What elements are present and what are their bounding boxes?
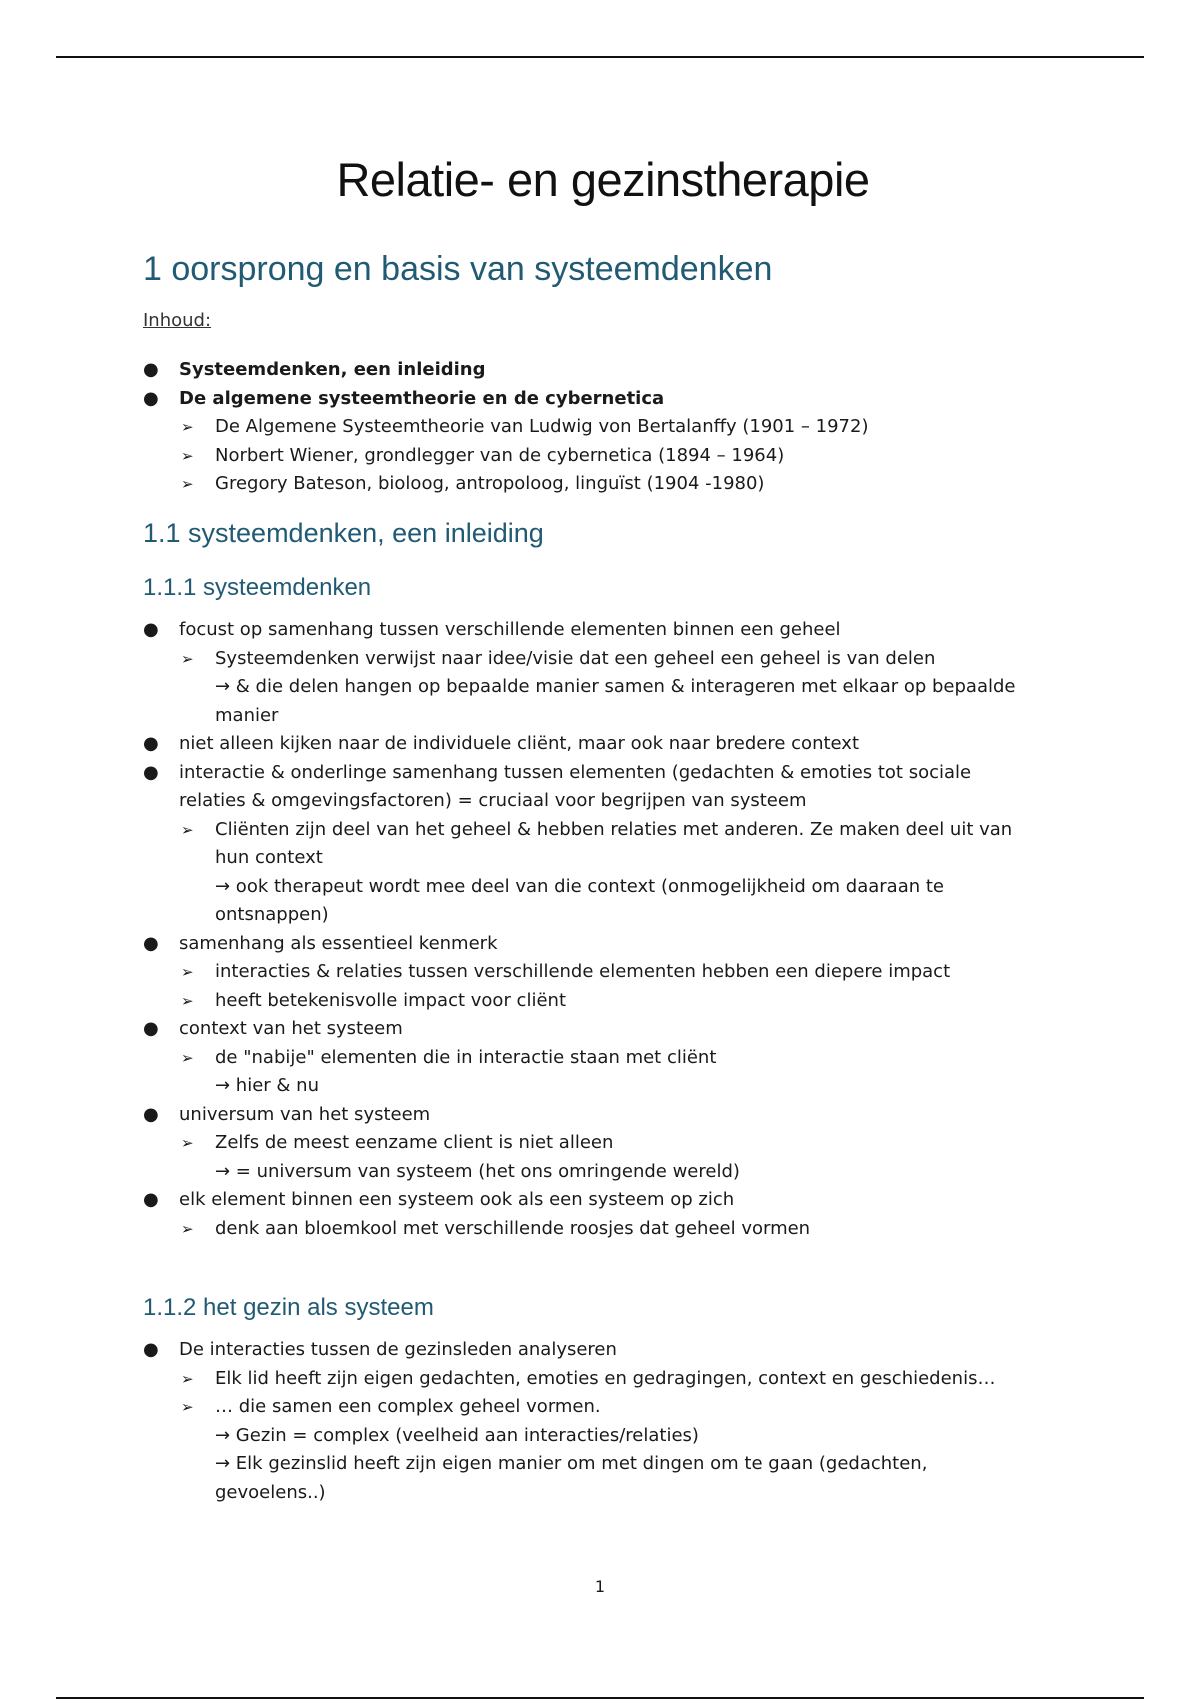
list-item: → Elk gezinslid heeft zijn eigen manier om met dingen om te gaan (gedachten, bbox=[215, 1453, 928, 1474]
list-item: ➢ Systeemdenken verwijst naar idee/visie dat een geheel een geheel is van delen bbox=[143, 645, 1063, 674]
list-item: ➢ Elk lid heeft zijn eigen gedachten, emoties en gedragingen, context en geschiedenis… bbox=[143, 1365, 1063, 1394]
bullet-icon: ● bbox=[143, 1339, 159, 1360]
list-item: → ook therapeut wordt mee deel van die context (onmogelijkheid om daaraan te bbox=[215, 875, 944, 897]
list-item: ● niet alleen kijken naar de individuele cliënt, maar ook naar bredere context bbox=[143, 730, 1063, 759]
list-item: → = universum van systeem (het ons omringende wereld) bbox=[215, 1160, 740, 1182]
chapter-heading: 1 oorsprong en basis van systeemdenken bbox=[143, 250, 773, 288]
arrow-bullet-icon: ➢ bbox=[181, 1219, 194, 1238]
bullet-icon: ● bbox=[143, 1018, 159, 1039]
toc-list bbox=[143, 356, 1063, 499]
section-heading-1-1-2: 1.1.2 het gezin als systeem bbox=[143, 1294, 434, 1321]
list-item: ● focust op samenhang tussen verschillende elementen binnen een geheel bbox=[143, 616, 1063, 645]
arrow-bullet-icon: ➢ bbox=[181, 475, 194, 493]
bullet-icon: ● bbox=[143, 761, 159, 783]
list-item: ● De algemene systeemtheorie en de cybernetica bbox=[143, 385, 1063, 414]
arrow-bullet-icon: ➢ bbox=[181, 1048, 194, 1067]
bullet-icon: ● bbox=[143, 733, 159, 754]
list-item: ● Systeemdenken, een inleiding bbox=[143, 356, 1063, 385]
arrow-bullet-icon: ➢ bbox=[181, 991, 194, 1010]
list-item: → Gezin = complex (veelheid aan interacties/relaties) bbox=[215, 1424, 699, 1446]
list-item: ➢ Zelfs de meest eenzame client is niet alleen bbox=[143, 1129, 1063, 1158]
list-item: ● interactie & onderlinge samenhang tussen elementen (gedachten & emoties tot sociale bbox=[143, 759, 1063, 788]
document-title: Relatie- en gezinstherapie bbox=[336, 153, 870, 206]
list-item: ● context van het systeem bbox=[143, 1015, 1063, 1044]
list-item: ➢ heeft betekenisvolle impact voor cliënt bbox=[143, 987, 1063, 1016]
list-item: manier bbox=[215, 704, 279, 726]
list-item: ➢ De Algemene Systeemtheorie van Ludwig von Bertalanffy (1901 – 1972) bbox=[143, 413, 1063, 442]
list-item: ● De interacties tussen de gezinsleden analyseren bbox=[143, 1336, 1063, 1365]
list-item: → hier & nu bbox=[215, 1075, 319, 1096]
list-item: ➢ … die samen een complex geheel vormen. bbox=[143, 1393, 1063, 1422]
arrow-bullet-icon: ➢ bbox=[181, 1398, 194, 1416]
arrow-bullet-icon: ➢ bbox=[181, 1369, 194, 1388]
inhoud-label: Inhoud: bbox=[143, 310, 212, 331]
header-rule bbox=[56, 56, 1144, 58]
bullet-icon: ● bbox=[143, 932, 159, 954]
list-item: ➢ Cliënten zijn deel van het geheel & hebben relaties met anderen. Ze maken deel uit van bbox=[143, 816, 1063, 845]
arrow-bullet-icon: ➢ bbox=[181, 446, 194, 465]
section-heading-1-1: 1.1 systeemdenken, een inleiding bbox=[143, 518, 544, 548]
section-1-1-1-list bbox=[143, 616, 1063, 1243]
section-1-1-2-list bbox=[143, 1336, 1063, 1507]
arrow-bullet-icon: ➢ bbox=[181, 820, 194, 839]
list-item: hun context bbox=[215, 847, 323, 868]
bullet-icon: ● bbox=[143, 1103, 159, 1125]
list-item: gevoelens..) bbox=[215, 1481, 326, 1503]
list-item: ➢ Gregory Bateson, bioloog, antropoloog, linguïst (1904 -1980) bbox=[143, 470, 1063, 499]
bullet-icon: ● bbox=[143, 387, 159, 409]
list-item: ➢ Norbert Wiener, grondlegger van de cybernetica (1894 – 1964) bbox=[143, 442, 1063, 471]
list-item: → & die delen hangen op bepaalde manier samen & interageren met elkaar op bepaalde bbox=[215, 676, 1016, 697]
bullet-icon: ● bbox=[143, 359, 159, 380]
list-item: ● samenhang als essentieel kenmerk bbox=[143, 930, 1063, 959]
section-heading-1-1-1: 1.1.1 systeemdenken bbox=[143, 574, 372, 601]
arrow-bullet-icon: ➢ bbox=[181, 649, 194, 668]
list-item: ➢ de "nabije" elementen die in interactie staan met cliënt bbox=[143, 1044, 1063, 1073]
list-item: ontsnappen) bbox=[215, 904, 329, 925]
arrow-bullet-icon: ➢ bbox=[181, 418, 194, 436]
list-item: relaties & omgevingsfactoren) = cruciaal voor begrijpen van systeem bbox=[179, 790, 807, 811]
footer-rule bbox=[56, 1697, 1144, 1699]
bullet-icon: ● bbox=[143, 619, 159, 640]
bullet-icon: ● bbox=[143, 1189, 159, 1210]
page-number: 1 bbox=[594, 1577, 606, 1596]
arrow-bullet-icon: ➢ bbox=[181, 963, 194, 981]
list-item: ● elk element binnen een systeem ook als een systeem op zich bbox=[143, 1186, 1063, 1215]
arrow-bullet-icon: ➢ bbox=[181, 1134, 194, 1152]
list-item: ➢ interacties & relaties tussen verschillende elementen hebben een diepere impact bbox=[143, 958, 1063, 987]
list-item: ➢ denk aan bloemkool met verschillende roosjes dat geheel vormen bbox=[143, 1215, 1063, 1244]
list-item: ● universum van het systeem bbox=[143, 1101, 1063, 1130]
